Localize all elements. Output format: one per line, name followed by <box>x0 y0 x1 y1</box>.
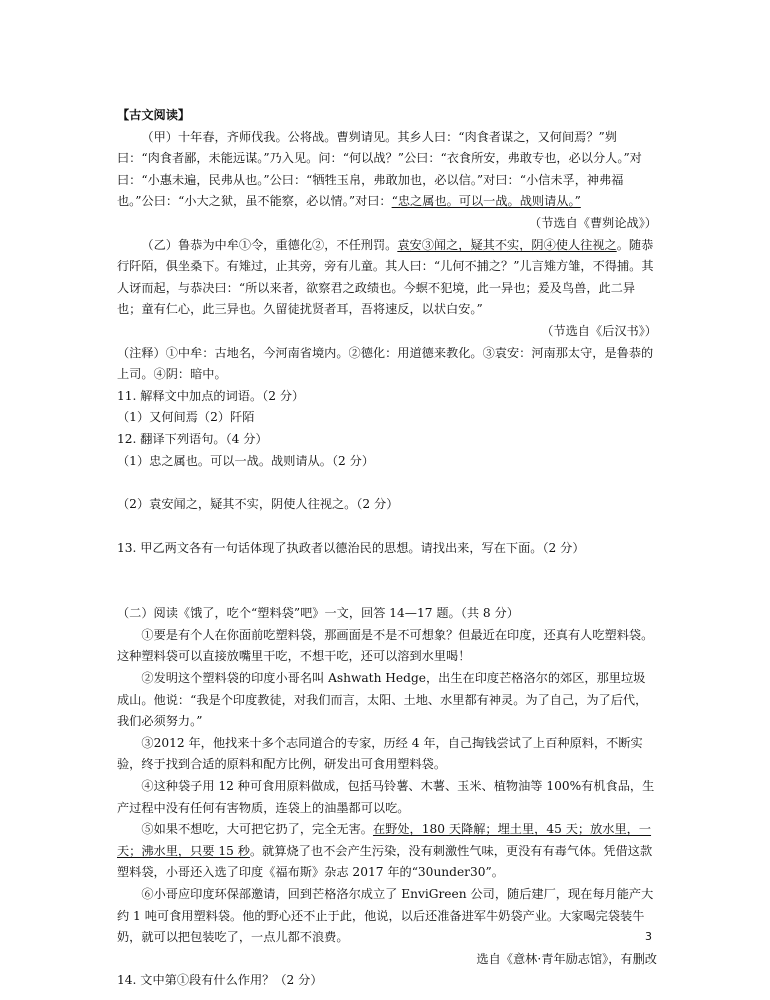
paragraph-1: ①要是有个人在你面前吃塑料袋，那画面是不是不可想象？但最近在印度，还真有人吃塑料袋。这种塑料袋可以直接放嘴里干吃，不想干吃，还可以溶到水里喝！ <box>117 627 654 664</box>
paragraph-5-text-a: ⑤如果不想吃，大可把它扔了，完全无害。 <box>141 822 373 837</box>
passage-jia <box>117 127 657 213</box>
paragraph-3: ③2012 年，他找来十多个志同道合的专家，历经 4 年，自己掏钱尝试了上百种原料，不断实验，终于找到合适的原料和配方比例，研发出可食用塑料袋。 <box>117 735 643 772</box>
answer-space-12-1 <box>117 472 657 494</box>
article-source: 选自《意林·青年励志馆》，有删改 <box>476 951 657 966</box>
section-title: 【古文阅读】 <box>117 108 191 122</box>
question-11-items: （1）又何间焉（2）阡陌 <box>117 410 255 425</box>
question-14: 14. 文中第①段有什么作用？（2 分） <box>117 973 323 988</box>
paragraph-5-text-b: 。就算烧了也不会产生污染，没有刺激性气味，更没有有毒气体。凭借这款塑料袋，小哥还入选了印度《福布斯》杂志 2017 年的“30under30”。 <box>117 843 653 880</box>
page-content <box>117 105 657 992</box>
notes: （注释）①中牟：古地名，今河南省境内。②德化：用道德来教化。③袁安：河南那太守，是鲁恭的上司。④阴：暗中。 <box>117 345 654 382</box>
answer-space-12-2 <box>117 516 657 538</box>
passage-yi-source: （节选自《后汉书》） <box>541 323 657 338</box>
paragraph-4: ④这种袋子用 12 种可食用原料做成，包括马铃薯、木薯、玉米、植物油等 100%有机食品，生产过程中没有任何有害物质，连袋上的油墨都可以吃。 <box>117 779 655 815</box>
passage-jia-underlined: “忠之属也。可以一战。战则请从。” <box>391 194 581 209</box>
passage-yi-text-a: （乙）鲁恭为中牟①令，重德化②，不任刑罚。 <box>141 237 398 252</box>
paragraph-5 <box>117 819 657 884</box>
answer-space-13 <box>117 559 657 603</box>
paragraph-6: ⑥小哥应印度环保部邀请，回到芒格洛尔成立了 EnviGreen 公司，随后建厂，现在每月能产大约 1 吨可食用塑料袋。他的野心还不止于此，他说，以后还准备进军牛奶袋产业。大家喝完袋装牛奶，就可以把包装吃了，一点儿都不浪费。 <box>117 887 654 945</box>
question-12-1: （1）忠之属也。可以一战。战则请从。（2 分） <box>117 453 375 468</box>
paragraph-5-underlined: 在野处，180 天降解；埋土里，45 天；放水里，一天；沸水里，只要 15 秒 <box>117 822 652 858</box>
paragraph-2: ②发明这个塑料袋的印度小哥名叫 Ashwath Hedge，出生在印度芒格洛尔的郊区，那里垃圾成山。他说：“我是个印度教徒，对我们而言，太阳、土地、水里都有神灵。为了自己，为了后代，我们必须努力。” <box>117 671 648 729</box>
part2-title: （二）阅读《饿了，吃个“塑料袋”吧》一文，回答 14—17 题。（共 8 分） <box>117 606 519 621</box>
question-11: 11. 解释文中加点的词语。（2 分） <box>117 388 305 403</box>
passage-yi-text-b: 。随恭行阡陌，俱坐桑下。有雉过，止其旁，旁有儿童。其人曰：“儿何不捕之？”儿言雉方雏，不得捕。其人讶而起，与恭决曰：“所以来者，欲察君之政绩也。今螟不犯境，此一异也；爰及鸟兽，此二异也；童有仁心，此三异也。久留徒扰贤者耳，吾将速反，以状白安。” <box>117 237 654 317</box>
page-number: 3 <box>645 930 652 943</box>
passage-jia-text: （甲）十年春，齐师伐我。公将战。曹刿请见。其乡人曰：“肉食者谋之，又何间焉？”刿曰：“肉食者鄙，未能远谋。”乃入见。问：“何以战？”公曰：“衣食所安，弗敢专也，必以分人。”对曰：“小惠未遍，民弗从也。”公曰：“牺牲玉帛，弗敢加也，必以信。”对曰：“小信未孚，神弗福也。”公曰：“小大之狱，虽不能察，必以情。”对曰： <box>117 129 642 209</box>
question-12-2: （2）袁安闻之，疑其不实，阴使人往视之。（2 分） <box>117 497 399 512</box>
question-13: 13. 甲乙两文各有一句话体现了执政者以德治民的思想。请找出来，写在下面。（2 分） <box>117 540 585 555</box>
passage-jia-source: （节选自《曹刿论战》） <box>529 215 657 230</box>
passage-yi-underlined: 袁安③闻之，疑其不实，阴④使人往视之 <box>397 237 617 252</box>
question-12: 12. 翻译下列语句。（4 分） <box>117 431 268 446</box>
passage-yi <box>117 235 657 321</box>
